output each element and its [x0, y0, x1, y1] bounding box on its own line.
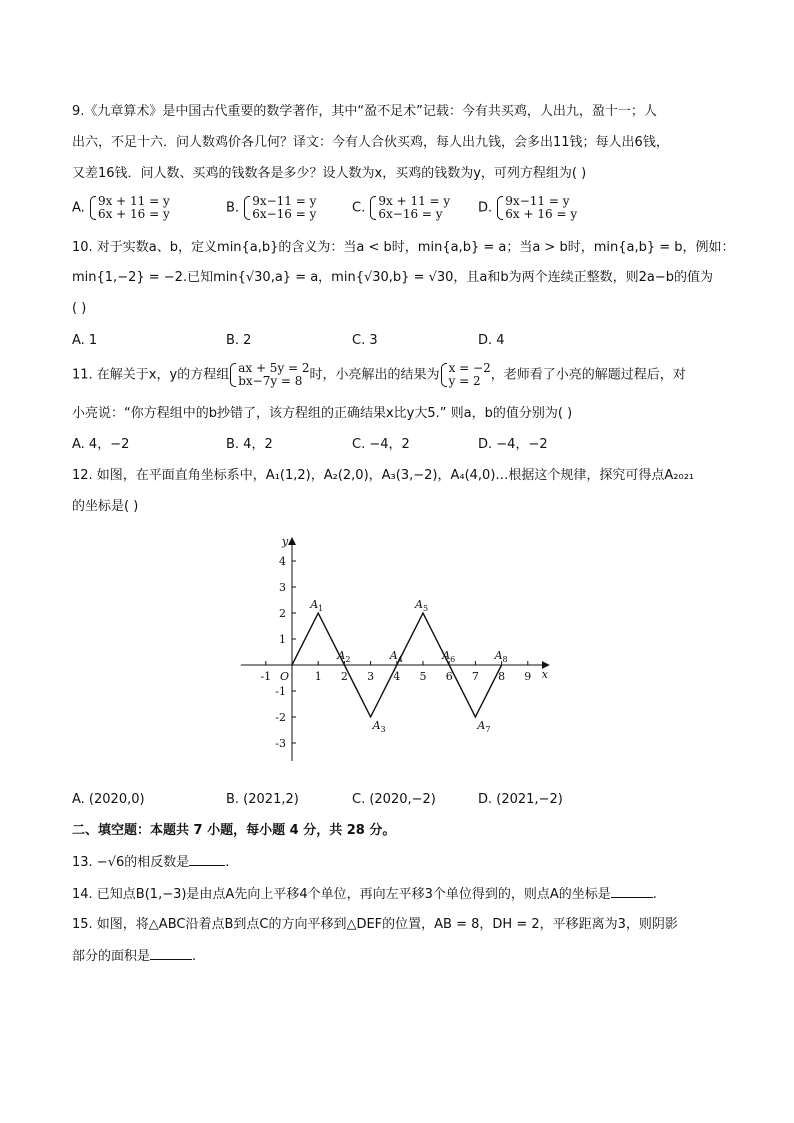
q9-line2: 出六，不足十六．问人数鸡价各几何？译文：今有人合伙买鸡，每人出九钱，会多出11钱；每人出6钱，	[72, 135, 669, 150]
q10-option-a[interactable]: A. 1	[72, 333, 98, 348]
y-tick-label: -2	[275, 711, 286, 724]
x-tick-label: 2	[340, 670, 348, 683]
answer-blank[interactable]	[611, 885, 653, 898]
q10-line2: min{1,−2} = −2.已知min{√30,a} = a，min{√30,b} = √30，且a和b为两个连续正整数，则2a−b的值为	[72, 270, 714, 285]
q14: 14. 已知点B(1,−3)是由点A先向上平移4个单位，再向左平移3个单位得到的，则点A的坐标是 .	[72, 887, 657, 902]
y-axis-label: y	[282, 535, 289, 548]
q10-option-c[interactable]: C. 3	[352, 333, 378, 348]
equation-system: 9x + 11 = y 6x + 16 = y	[89, 195, 170, 221]
point-label-a2: $A_2$	[337, 649, 351, 664]
q15-line1: 15. 如图，将△ABC沿着点B到点C的方向平移到△DEF的位置，AB = 8，DH = 2，平移距离为3，则阴影	[72, 917, 678, 932]
x-tick-label: -1	[260, 670, 272, 683]
q10-option-b[interactable]: B. 2	[226, 333, 252, 348]
q12-line1: 12. 如图，在平面直角坐标系中，A₁(1,2)，A₂(2,0)，A₃(3,−2)，A₄(4,0)…根据这个规律，探究可得点A₂₀₂₁	[72, 468, 695, 483]
q13: 13. −√6的相反数是 .	[72, 855, 230, 870]
q15-line2: 部分的面积是 .	[72, 949, 197, 964]
y-tick-label: 3	[279, 581, 286, 594]
x-tick-label: 1	[314, 670, 322, 683]
q11-option-b[interactable]: B. 4，2	[226, 437, 273, 452]
q11-line1: 11. 在解关于x，y的方程组 ax + 5y = 2 bx−7y = 8 时，小亮解出的结果为 x = −2 y = 2 ，老师看了小亮的解题过程后，对	[72, 361, 686, 388]
x-tick-label: 7	[471, 670, 479, 683]
q11-option-a[interactable]: A. 4，−2	[72, 437, 130, 452]
x-tick-label: 8	[498, 670, 506, 683]
x-tick-label: 4	[393, 670, 401, 683]
point-label-a7: $A_7$	[477, 719, 491, 734]
q12-option-d[interactable]: D. (2021,−2)	[478, 792, 563, 807]
q9-option-b[interactable]: B. 9x−11 = y 6x−16 = y	[226, 194, 317, 221]
x-tick-label: 3	[367, 670, 375, 683]
y-tick-label: 1	[279, 633, 286, 646]
y-tick-label: 2	[279, 607, 286, 620]
q9-option-d[interactable]: D. 9x−11 = y 6x + 16 = y	[478, 194, 578, 221]
coordinate-figure	[230, 518, 560, 768]
q11-option-c[interactable]: C. −4，2	[352, 437, 410, 452]
point-label-a5: $A_5$	[415, 598, 429, 613]
point-label-a6: $A_6$	[442, 649, 456, 664]
answer-blank[interactable]	[150, 947, 192, 960]
y-tick-label: 4	[279, 555, 286, 568]
x-tick-label: 5	[419, 670, 427, 683]
equation-system: ax + 5y = 2 bx−7y = 8	[229, 362, 309, 388]
q9-option-a[interactable]: A. 9x + 11 = y 6x + 16 = y	[72, 194, 170, 221]
q11-line2: 小亮说：“你方程组中的b抄错了，该方程组的正确结果x比y大5.” 则a，b的值分别为( )	[72, 406, 573, 421]
origin-label: O	[280, 670, 290, 683]
q10-option-d[interactable]: D. 4	[478, 333, 505, 348]
y-tick-label: -3	[275, 737, 286, 750]
point-label-a3: $A_3$	[372, 719, 386, 734]
q12-option-b[interactable]: B. (2021,2)	[226, 792, 299, 807]
x-axis-label: x	[541, 668, 549, 681]
q12-option-a[interactable]: A. (2020,0)	[72, 792, 145, 807]
x-tick-label: 9	[524, 670, 532, 683]
q11-option-d[interactable]: D. −4，−2	[478, 437, 548, 452]
q10-line1: 10. 对于实数a、b，定义min{a,b}的含义为：当a < b时，min{a,b} = a；当a > b时，min{a,b} = b，例如：	[72, 240, 735, 255]
q10-line3: ( )	[72, 301, 87, 316]
q9-line1: 9.《九章算术》是中国古代重要的数学著作，其中“盈不足术”记载：今有共买鸡，人出九，盈十一；人	[72, 104, 657, 119]
equation-system: 9x−11 = y 6x−16 = y	[243, 195, 316, 221]
equation-system: 9x−11 = y 6x + 16 = y	[496, 195, 577, 221]
y-tick-label: -1	[275, 685, 286, 698]
q12-line2: 的坐标是( )	[72, 499, 139, 514]
equation-system: 9x + 11 = y 6x−16 = y	[369, 195, 450, 221]
q9-option-c[interactable]: C. 9x + 11 = y 6x−16 = y	[352, 194, 451, 221]
q9-line3: 又差16钱．问人数、买鸡的钱数各是多少？设人数为x，买鸡的钱数为y，可列方程组为( )	[72, 166, 587, 181]
point-label-a1: $A_1$	[310, 598, 324, 613]
point-label-a4: $A_4$	[389, 649, 403, 664]
section-heading: 二、填空题：本题共 7 小题，每小题 4 分，共 28 分。	[72, 823, 396, 838]
solution-system: x = −2 y = 2	[440, 362, 491, 388]
point-label-a8: $A_8$	[494, 649, 508, 664]
q12-option-c[interactable]: C. (2020,−2)	[352, 792, 436, 807]
x-tick-label: 6	[445, 670, 453, 683]
answer-blank[interactable]	[189, 853, 225, 866]
